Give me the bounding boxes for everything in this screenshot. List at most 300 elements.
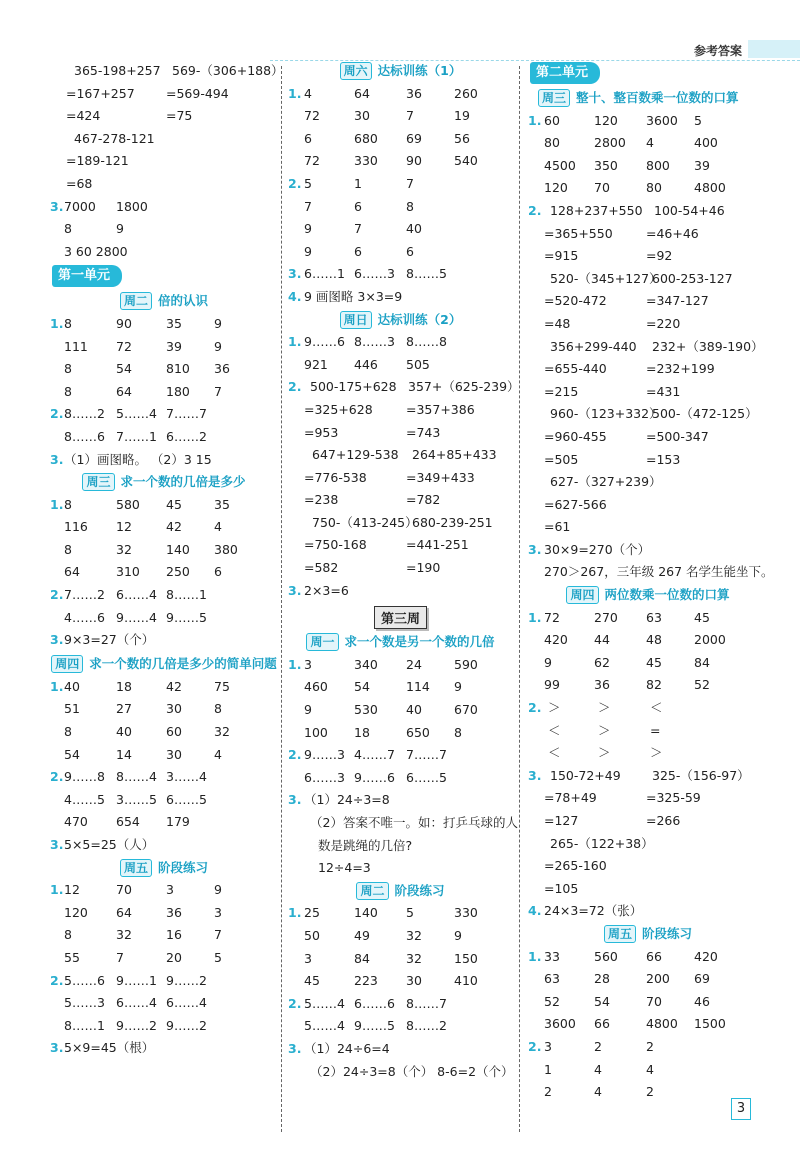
answer-line: [528, 177, 768, 200]
answer-cell: 8……8: [406, 334, 447, 350]
answer-cell: 49: [354, 927, 370, 943]
section-title: 达标训练（2）: [377, 311, 462, 327]
answer-cell: 42: [166, 519, 182, 535]
question-number: 2.: [288, 747, 302, 763]
answer-cell: ＜: [548, 745, 561, 761]
answer-cell: 540: [454, 153, 478, 169]
answer-cell: 6……3: [354, 266, 395, 282]
answer-cell: =953: [304, 424, 339, 440]
answer-cell: 4: [594, 1084, 602, 1100]
answer-line: [288, 444, 513, 467]
answer-cell: 6……6: [354, 995, 395, 1011]
answer-line: [50, 721, 278, 744]
question-number: 1.: [288, 85, 302, 101]
answer-cell: 51: [64, 701, 80, 717]
answer-line: [288, 744, 513, 767]
answer-cell: 2: [544, 1084, 552, 1100]
answer-cell: 560: [594, 948, 618, 964]
answer-line: [288, 489, 513, 512]
question-number: 1.: [288, 905, 302, 921]
answer-cell: =215: [544, 383, 579, 399]
answer-cell: 5……4: [304, 995, 345, 1011]
answer-cell: 9……5: [354, 1018, 395, 1034]
answer-cell: 116: [64, 519, 88, 535]
answer-line: [288, 218, 513, 241]
answer-cell: 410: [454, 973, 478, 989]
question-number: 1.: [50, 882, 64, 898]
answer-cell: 6……5: [166, 791, 207, 807]
answer-line: [528, 290, 768, 313]
section-heading: [288, 631, 513, 654]
question-number: 2.: [50, 769, 64, 785]
answer-cell: ＞: [598, 722, 611, 738]
answer-cell: 4: [304, 85, 312, 101]
answer-line: [528, 200, 768, 223]
question-number: 2.: [50, 406, 64, 422]
answer-cell: 7: [406, 108, 414, 124]
answer-cell: 6: [354, 243, 362, 259]
unit-banner-row: [528, 60, 768, 87]
answer-cell: 6: [406, 243, 414, 259]
answer-cell: 36: [166, 904, 182, 920]
answer-column-2: [288, 60, 520, 1083]
answer-cell: 260: [454, 85, 478, 101]
answer-cell: 44: [594, 632, 610, 648]
answer-cell: 64: [116, 904, 132, 920]
answer-line: [528, 833, 768, 856]
answer-line: [288, 857, 513, 880]
answer-line: [50, 698, 278, 721]
answer-line: [528, 403, 768, 426]
answer-cell: 36: [594, 677, 610, 693]
answer-cell: 48: [646, 632, 662, 648]
answer-cell: 9……6: [354, 769, 395, 785]
page-number: 3: [731, 1098, 751, 1120]
answer-cell: =582: [304, 560, 339, 576]
answer-cell: 39: [694, 157, 710, 173]
answer-cell: 54: [594, 993, 610, 1009]
answer-cell: 56: [454, 130, 470, 146]
answer-cell: 66: [646, 948, 662, 964]
answer-cell: 7: [406, 175, 414, 191]
question-number: 1.: [528, 112, 542, 128]
question-number: 1.: [288, 656, 302, 672]
answer-line: [528, 358, 768, 381]
answer-cell: 7……7: [166, 406, 207, 422]
answer-line: [528, 1059, 768, 1082]
answer-cell: 54: [64, 746, 80, 762]
answer-cell: 9: [214, 338, 222, 354]
answer-cell: （1）画图略。 （2）3 15: [64, 451, 212, 467]
answer-line: [288, 580, 513, 603]
answer-cell: =750-168: [304, 537, 367, 553]
answer-cell: 18: [116, 678, 132, 694]
answer-cell: =325+628: [304, 401, 373, 417]
answer-cell: 6: [304, 130, 312, 146]
question-number: 2.: [50, 972, 64, 988]
answer-cell: 72: [304, 108, 320, 124]
question-number: 1.: [528, 609, 542, 625]
answer-line: [288, 654, 513, 677]
week-heading: [288, 606, 513, 629]
answer-line: [50, 629, 278, 652]
answer-cell: =61: [544, 519, 571, 535]
answer-cell: 3……5: [116, 791, 157, 807]
answer-cell: 9……5: [166, 609, 207, 625]
answer-cell: 7: [214, 383, 222, 399]
answer-cell: 64: [64, 564, 80, 580]
answer-cell: 19: [454, 108, 470, 124]
answer-cell: =655-440: [544, 361, 607, 377]
answer-cell: 46: [694, 993, 710, 1009]
answer-cell: 30: [406, 973, 422, 989]
answer-cell: 7……1: [116, 428, 157, 444]
answer-cell: 52: [544, 993, 560, 1009]
question-number: 3.: [288, 1040, 302, 1056]
answer-cell: 40: [116, 724, 132, 740]
answer-line: [50, 992, 278, 1015]
answer-cell: 8: [64, 361, 72, 377]
answer-cell: 50: [304, 927, 320, 943]
answer-cell: 100: [304, 724, 328, 740]
answer-cell: ＜: [650, 700, 663, 716]
answer-cell: 3: [166, 882, 174, 898]
answer-cell: 9……2: [166, 972, 207, 988]
answer-line: [50, 1037, 278, 1060]
answer-cell: 8: [64, 383, 72, 399]
answer-line: [50, 902, 278, 925]
answer-cell: =266: [646, 813, 681, 828]
answer-cell: 20: [166, 949, 182, 965]
answer-line: [50, 607, 278, 630]
answer-cell: 150: [454, 950, 478, 966]
column-divider: [519, 66, 520, 1132]
answer-cell: 36: [214, 361, 230, 377]
answer-cell: 8……4: [116, 769, 157, 785]
answer-line: [50, 539, 278, 562]
answer-cell: 264+85+433: [412, 447, 497, 463]
answer-line: [50, 173, 278, 196]
answer-cell: 12: [64, 882, 80, 898]
answer-line: [50, 924, 278, 947]
answer-cell: 64: [354, 85, 370, 101]
answer-cell: 200: [646, 971, 670, 987]
answer-line: [50, 766, 278, 789]
answer-cell: 数是跳绳的几倍?: [318, 837, 413, 853]
answer-line: [288, 902, 513, 925]
answer-cell: 2: [594, 1038, 602, 1054]
answer-cell: 467-278-121: [74, 130, 155, 146]
answer-line: [528, 245, 768, 268]
answer-cell: 8……3: [354, 334, 395, 350]
answer-cell: 1: [354, 175, 362, 191]
answer-cell: 32: [116, 927, 132, 943]
answer-cell: =782: [406, 492, 441, 508]
answer-cell: 9……3: [304, 747, 345, 763]
answer-cell: 1500: [694, 1016, 726, 1032]
question-number: 2.: [528, 202, 542, 218]
answer-cell: 627-（327+239）: [550, 474, 662, 490]
answer-cell: 5……4: [116, 406, 157, 422]
answer-line: [50, 218, 278, 241]
answer-cell: 40: [406, 702, 422, 718]
answer-column-3: [528, 60, 774, 1104]
answer-line: [288, 835, 513, 858]
answer-cell: 750-（413-245）: [312, 514, 418, 530]
section-heading: [50, 652, 278, 676]
section-heading: [528, 87, 768, 110]
answer-cell: =238: [304, 492, 339, 508]
answer-cell: 8: [454, 724, 462, 740]
section-title: 阶段练习: [394, 882, 445, 898]
answer-cell: 9: [454, 927, 462, 943]
answer-cell: 5: [304, 175, 312, 191]
answer-cell: 7000: [64, 198, 96, 214]
answer-cell: 6: [214, 564, 222, 580]
answer-cell: 330: [454, 905, 478, 921]
answer-line: [288, 925, 513, 948]
answer-cell: 45: [304, 973, 320, 989]
answer-line: [50, 1015, 278, 1038]
answer-cell: 9: [304, 702, 312, 718]
answer-cell: 3600: [646, 112, 678, 128]
answer-cell: 30×9=270（个）: [544, 541, 651, 557]
answer-cell: 654: [116, 814, 140, 830]
answer-line: [50, 403, 278, 426]
answer-cell: 9×3=27（个）: [64, 632, 155, 648]
answer-cell: 64: [116, 383, 132, 399]
answer-cell: 80: [646, 180, 662, 196]
answer-cell: 5……4: [304, 1018, 345, 1034]
answer-line: [288, 83, 513, 106]
answer-cell: 5: [214, 949, 222, 965]
answer-line: [50, 336, 278, 359]
answer-cell: 16: [166, 927, 182, 943]
answer-cell: 505: [406, 356, 430, 372]
answer-cell: 9……2: [116, 1017, 157, 1033]
answer-cell: 63: [544, 971, 560, 987]
answer-cell: 365-198+257: [74, 63, 161, 78]
answer-cell: 600-253-127: [652, 270, 733, 286]
answer-cell: 8……2: [64, 406, 105, 422]
answer-cell: =743: [406, 424, 441, 440]
answer-cell: 2800: [594, 135, 626, 151]
answer-cell: 120: [594, 112, 618, 128]
answer-line: [288, 812, 518, 835]
answer-cell: 4: [594, 1061, 602, 1077]
answer-line: [528, 494, 768, 517]
answer-cell: =265-160: [544, 858, 607, 874]
answer-cell: 8: [64, 724, 72, 740]
answer-cell: 9……6: [304, 334, 345, 350]
answer-cell: 55: [64, 949, 80, 965]
answer-cell: 8……1: [166, 587, 207, 603]
answer-cell: 8……2: [406, 1018, 447, 1034]
question-number: 2.: [288, 995, 302, 1011]
answer-cell: 5×5=25（人）: [64, 837, 155, 852]
answer-line: [528, 539, 768, 562]
answer-cell: =153: [646, 451, 681, 467]
answer-cell: 800: [646, 157, 670, 173]
answer-cell: 6……3: [304, 769, 345, 785]
answer-cell: 8: [64, 927, 72, 943]
answer-cell: 2: [646, 1038, 654, 1054]
answer-line: [50, 128, 278, 151]
answer-cell: 357+（625-239）: [408, 379, 520, 395]
answer-line: [50, 584, 278, 607]
answer-cell: =520-472: [544, 293, 607, 309]
answer-cell: 70: [116, 882, 132, 898]
question-number: 3.: [288, 792, 302, 808]
answer-line: [528, 878, 768, 901]
answer-cell: 8: [406, 198, 414, 214]
answer-line: [50, 516, 278, 539]
answer-cell: 111: [64, 338, 88, 354]
answer-line: [50, 834, 278, 857]
answer-cell: 6: [354, 198, 362, 214]
answer-cell: 30: [166, 746, 182, 762]
answer-cell: 70: [594, 180, 610, 196]
answer-line: [528, 1036, 768, 1059]
answer-line: [528, 607, 768, 630]
answer-cell: 590: [454, 656, 478, 672]
question-number: 3.: [50, 837, 64, 852]
answer-cell: 4……5: [64, 791, 105, 807]
answer-cell: （2）24÷3=8（个） 8-6=2（个）: [310, 1063, 514, 1079]
answer-cell: 120: [544, 180, 568, 196]
answer-cell: ＜: [548, 722, 561, 738]
section-heading: [288, 60, 513, 83]
question-number: 1.: [50, 315, 64, 331]
answer-cell: 45: [646, 654, 662, 670]
section-title: 整十、整百数乘一位数的口算: [576, 90, 739, 105]
answer-cell: 3600: [544, 1016, 576, 1032]
answer-cell: 28: [594, 971, 610, 987]
answer-cell: 5: [406, 905, 414, 921]
question-number: 3.: [288, 266, 302, 282]
answer-cell: =190: [406, 560, 441, 576]
answer-cell: 24: [406, 656, 422, 672]
answer-line: [50, 676, 278, 699]
answer-cell: 66: [594, 1016, 610, 1032]
answer-line: [50, 358, 278, 381]
question-number: 3.: [528, 541, 542, 557]
answer-cell: 4: [646, 1061, 654, 1077]
answer-cell: 36: [406, 85, 422, 101]
question-number: 2.: [528, 700, 542, 716]
answer-cell: 960-（123+332）: [550, 406, 662, 422]
answer-cell: =915: [544, 248, 579, 264]
question-number: 3.: [528, 767, 542, 783]
answer-cell: 39: [166, 338, 182, 354]
answer-cell: 72: [544, 609, 560, 625]
answer-cell: =569-494: [166, 85, 229, 101]
answer-line: [528, 110, 768, 133]
answer-cell: 7……2: [64, 587, 105, 603]
answer-cell: 7: [116, 949, 124, 965]
answer-line: [528, 155, 768, 178]
answer-cell: 670: [454, 702, 478, 718]
answer-cell: 265-（122+38）: [550, 835, 654, 851]
question-number: 2.: [50, 587, 64, 603]
answer-cell: 3: [304, 656, 312, 672]
answer-cell: 2×3=6: [304, 582, 349, 598]
answer-cell: 12: [116, 519, 132, 535]
day-tag: 周五: [604, 925, 636, 943]
answer-cell: 5: [694, 112, 702, 128]
answer-line: [288, 767, 513, 790]
answer-cell: 60: [166, 724, 182, 740]
answer-cell: =431: [646, 383, 681, 399]
answer-line: [528, 1013, 768, 1036]
answer-cell: 7……7: [406, 747, 447, 763]
answer-cell: 69: [406, 130, 422, 146]
answer-cell: 63: [646, 609, 662, 625]
answer-line: [50, 947, 278, 970]
answer-line: [288, 512, 513, 535]
answer-cell: 75: [214, 678, 230, 694]
answer-cell: 356+299-440: [550, 338, 637, 354]
answer-cell: =627-566: [544, 496, 607, 512]
answer-cell: 650: [406, 724, 430, 740]
question-number: 2.: [288, 379, 302, 395]
answer-line: [288, 105, 513, 128]
answer-line: [528, 132, 768, 155]
answer-cell: 1: [544, 1061, 552, 1077]
answer-line: [50, 744, 278, 767]
answer-cell: 9: [214, 882, 222, 898]
answer-line: [528, 674, 768, 697]
answer-cell: 470: [64, 814, 88, 830]
answer-cell: =776-538: [304, 469, 367, 485]
answer-cell: 6……4: [166, 995, 207, 1011]
answer-cell: 680: [354, 130, 378, 146]
answer-cell: 7: [214, 927, 222, 943]
answer-cell: 530: [354, 702, 378, 718]
answer-cell: =960-455: [544, 428, 607, 444]
answer-cell: 4: [214, 519, 222, 535]
answer-line: [50, 449, 278, 472]
answer-line: [50, 150, 278, 173]
answer-cell: 99: [544, 677, 560, 693]
answer-line: [288, 993, 513, 1016]
answer-cell: 9: [116, 221, 124, 237]
answer-cell: 8……5: [406, 266, 447, 282]
answer-cell: 27: [116, 701, 132, 717]
answer-cell: =78+49: [544, 790, 597, 806]
answer-line: [528, 336, 768, 359]
answer-cell: 32: [406, 950, 422, 966]
answer-cell: 647+129-538: [312, 447, 399, 463]
answer-line: [50, 241, 278, 264]
question-number: 1.: [50, 678, 64, 694]
answer-line: [288, 331, 513, 354]
answer-cell: 35: [214, 496, 230, 512]
answer-cell: 90: [406, 153, 422, 169]
answer-cell: 18: [354, 724, 370, 740]
answer-line: [528, 697, 768, 720]
answer-cell: 9: [544, 654, 552, 670]
answer-cell: 12÷4=3: [318, 860, 371, 876]
section-title: 阶段练习: [158, 859, 209, 875]
day-tag: 周一: [306, 633, 338, 651]
day-tag: 周五: [120, 859, 152, 877]
question-number: 3.: [50, 451, 64, 467]
day-tag: 周三: [538, 89, 570, 107]
section-title: 求一个数的几倍是多少: [120, 474, 246, 490]
answer-line: [50, 561, 278, 584]
day-tag: 周三: [82, 473, 114, 491]
